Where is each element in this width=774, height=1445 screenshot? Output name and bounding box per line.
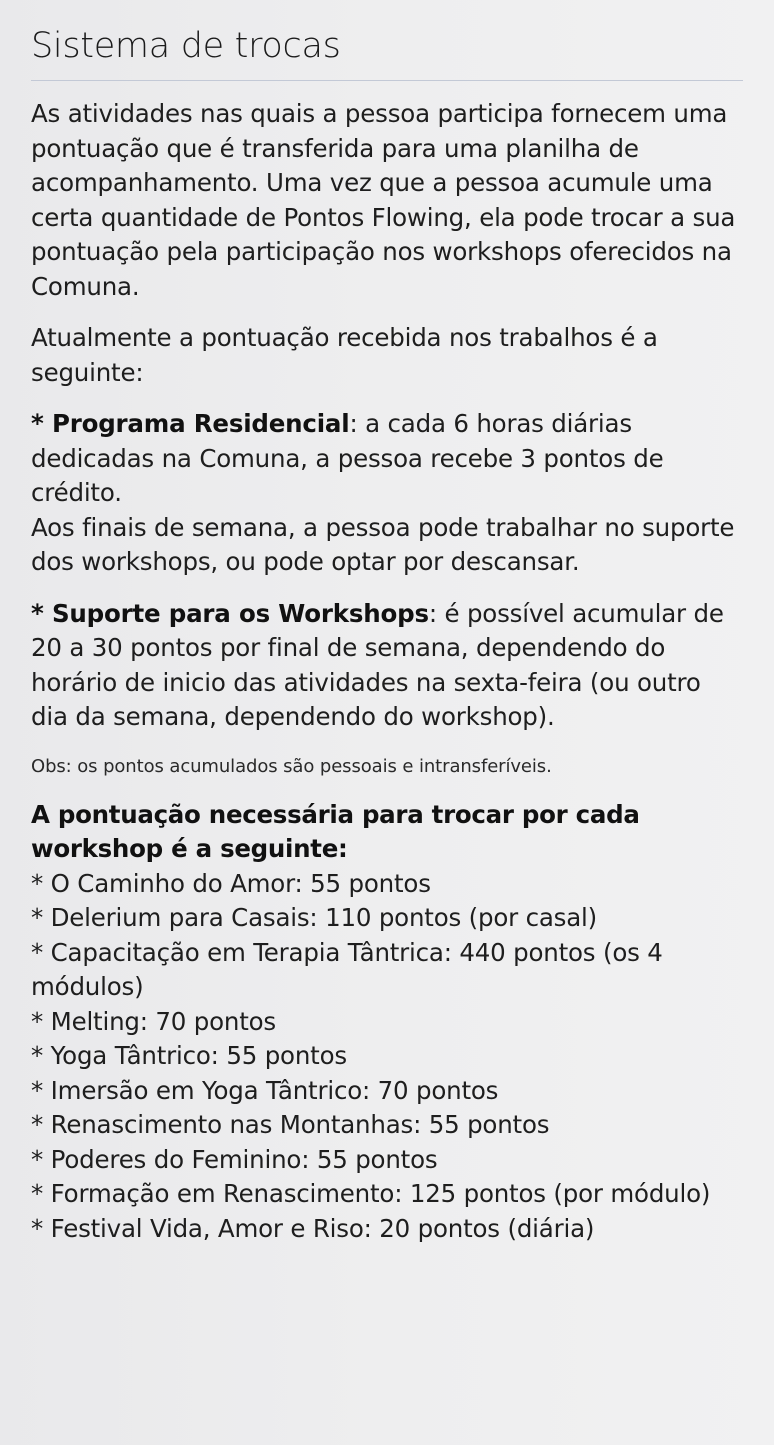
workshop-item: * Renascimento nas Montanhas: 55 pontos (31, 1110, 550, 1139)
obs-note: Obs: os pontos acumulados são pessoais e intransferíveis. (31, 755, 552, 777)
residencial-text: : a cada 6 horas diárias dedicadas na Comuna, a pessoa recebe 3 pontos de crédito. (31, 409, 664, 507)
workshop-item: * Festival Vida, Amor e Riso: 20 pontos (diária) (31, 1213, 595, 1243)
workshop-item: * Delerium para Casais: 110 pontos (por casal) (31, 903, 598, 932)
suporte-section (31, 597, 743, 735)
suporte-text: : é possível acumular de 20 a 30 pontos por final de semana, dependendo do horário de inicio das atividades na sexta-feira (ou outro dia da semana, dependendo do workshop). (31, 598, 724, 731)
intro-paragraph: As atividades nas quais a pessoa participa fornecem uma pontuação que é transferida para uma planilha de acompanhamento. Uma vez que a pessoa acumule uma certa quantidade de Pontos Flowing, ela pode trocar a sua pontuação pela participação nos workshops oferecidos na Comuna. (31, 99, 736, 301)
page-title: Sistema de trocas (31, 22, 743, 81)
residencial-label: * Programa Residencial (31, 409, 350, 438)
residencial-extra: Aos finais de semana, a pessoa pode trabalhar no suporte dos workshops, ou pode optar por descansar. (31, 512, 735, 576)
workshop-item: * Melting: 70 pontos (31, 1006, 276, 1036)
workshop-item: * Imersão em Yoga Tântrico: 70 pontos (31, 1075, 499, 1105)
workshop-item: * Poderes do Feminino: 55 pontos (31, 1144, 438, 1174)
residencial-section (31, 407, 743, 580)
workshop-list (31, 867, 743, 1247)
workshop-item: * O Caminho do Amor: 55 pontos (31, 868, 431, 898)
workshop-item: * Capacitação em Terapia Tântrica: 440 pontos (os 4 módulos) (31, 937, 663, 1001)
workshops-heading: A pontuação necessária para trocar por cada workshop é a seguinte: (31, 799, 640, 863)
suporte-label: * Suporte para os Workshops (31, 598, 429, 628)
document-page (31, 22, 743, 1246)
intro-paragraph-2: Atualmente a pontuação recebida nos trabalhos é a seguinte: (31, 323, 658, 387)
workshop-item: * Yoga Tântrico: 55 pontos (31, 1041, 347, 1070)
workshop-item: * Formação em Renascimento: 125 pontos (por módulo) (31, 1179, 711, 1208)
